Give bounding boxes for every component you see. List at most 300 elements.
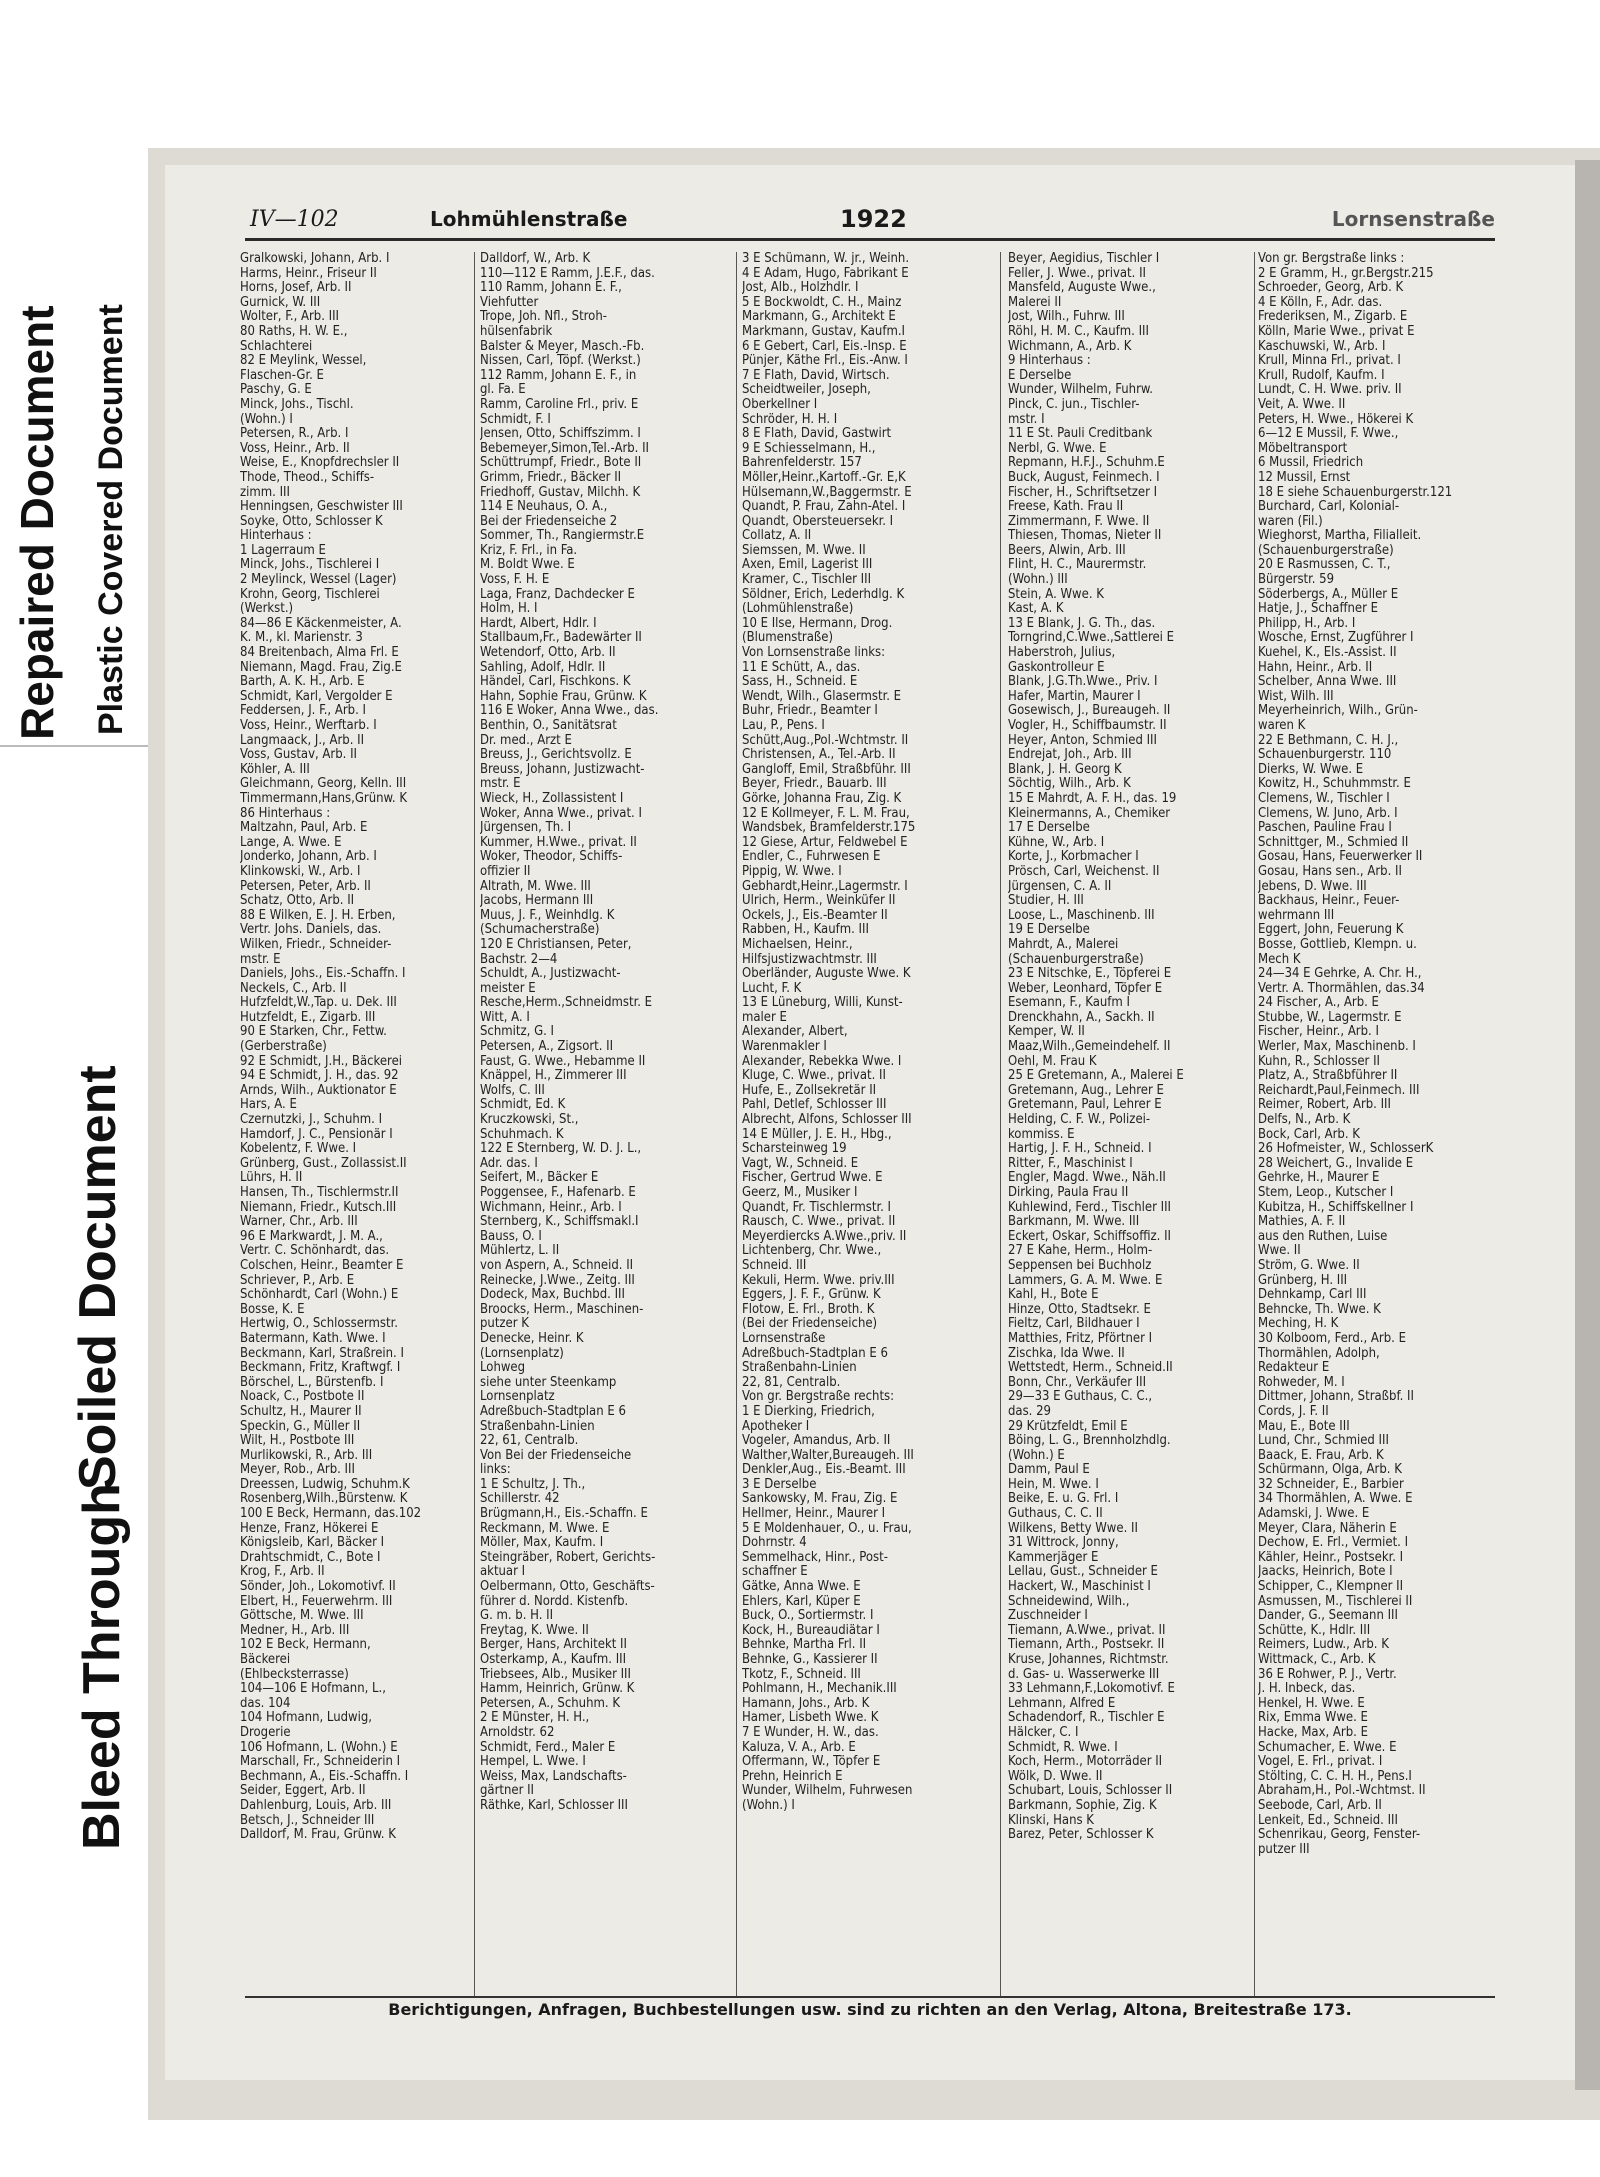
directory-entry: Petersen, A., Schuhm. K	[480, 1696, 621, 1711]
directory-entry: K. M., kl. Marienstr. 3	[240, 631, 363, 646]
directory-entry: Barkmann, M. Wwe. III	[1008, 1215, 1140, 1230]
directory-entry: Dahlenburg, Louis, Arb. III	[240, 1798, 392, 1813]
directory-entry: Händel, Carl, Fischkons. K	[480, 675, 631, 690]
directory-entry: 36 E Rohwer, P. J., Vertr.	[1258, 1667, 1397, 1682]
directory-entry: mstr. E	[480, 777, 521, 792]
directory-entry: Gosewisch, J., Bureaugeh. II	[1008, 704, 1171, 719]
directory-entry: Schmidt, Ed. K	[480, 1098, 566, 1113]
directory-entry: Stubbe, W., Lagermstr. E	[1258, 1010, 1402, 1025]
directory-entry: Albrecht, Alfons, Schlosser III	[742, 1113, 912, 1128]
directory-entry: Rabben, H., Kaufm. III	[742, 923, 869, 938]
directory-entry: Adamski, J. Wwe. E	[1258, 1507, 1370, 1522]
directory-entry: 3 E Derselbe	[742, 1477, 817, 1492]
directory-entry: Görke, Johanna Frau, Zig. K	[742, 791, 902, 806]
directory-entry: 94 E Schmidt, J. H., das. 92	[240, 1069, 399, 1084]
directory-entry: Hacke, Max, Arb. E	[1258, 1725, 1368, 1740]
directory-entry: Hamdorf, J. C., Pensionär I	[240, 1127, 393, 1142]
directory-entry: Schultz, H., Maurer II	[240, 1404, 362, 1419]
directory-entry: Horns, Josef, Arb. II	[240, 281, 352, 296]
directory-entry: Steingräber, Robert, Gerichts-	[480, 1550, 656, 1565]
directory-entry: kommiss. E	[1008, 1127, 1075, 1142]
directory-entry: Altrath, M. Wwe. III	[480, 879, 591, 894]
directory-entry: Stein, A. Wwe. K	[1008, 587, 1104, 602]
directory-entry: Lenkeit, Ed., Schneid. III	[1258, 1813, 1398, 1828]
directory-entry: Betsch, J., Schneider III	[240, 1813, 375, 1828]
directory-entry: Kleinermanns, A., Chemiker	[1008, 806, 1171, 821]
directory-entry: Quandt, Fr. Tischlermstr. I	[742, 1200, 891, 1215]
directory-entry: Denkler,Aug., Eis.-Beamt. III	[742, 1463, 906, 1478]
directory-entry: Christensen, A., Tel.-Arb. II	[742, 748, 896, 763]
directory-entry: 30 Kolboom, Ferd., Arb. E	[1258, 1331, 1406, 1346]
directory-entry: Lange, A. Wwe. E	[240, 835, 342, 850]
directory-entry: Triebsees, Alb., Musiker III	[480, 1667, 631, 1682]
directory-entry: Oberländer, Auguste Wwe. K	[742, 967, 911, 982]
directory-entry: Quandt, Obersteuersekr. I	[742, 514, 894, 529]
directory-entry: Kahl, H., Bote E	[1008, 1288, 1099, 1303]
directory-entry: Krohn, Georg, Tischlerei	[240, 587, 380, 602]
directory-entry: Philipp, H., Arb. I	[1258, 616, 1356, 631]
directory-entry: 4 E Adam, Hugo, Fabrikant E	[742, 266, 909, 281]
directory-entry: Schelber, Anna Wwe. III	[1258, 675, 1397, 690]
directory-entry: 27 E Kahe, Herm., Holm-	[1008, 1244, 1153, 1259]
directory-entry: Freytag, K. Wwe. II	[480, 1623, 589, 1638]
directory-entry: Hufe, E., Zollsekretär II	[742, 1083, 877, 1098]
directory-entry: Kemper, W. II	[1008, 1025, 1085, 1040]
directory-entry: Schuhmach. K	[480, 1127, 564, 1142]
directory-entry: J. H. Inbeck, das.	[1258, 1682, 1356, 1697]
directory-entry: Axen, Emil, Lagerist III	[742, 558, 873, 573]
directory-entry: Wilkens, Betty Wwe. II	[1008, 1521, 1138, 1536]
directory-entry: (Blumenstraße)	[742, 631, 834, 646]
label-bleed-through: Bleed Through	[73, 1483, 131, 1850]
footer-rule	[245, 1996, 1495, 1998]
directory-entry: 110—112 E Ramm, J.E.F., das.	[480, 266, 655, 281]
directory-entry: Schütte, K., Hdlr. III	[1258, 1623, 1371, 1638]
directory-entry: Reinecke, J.Wwe., Zeitg. III	[480, 1273, 635, 1288]
directory-entry: Schmidt, F. I	[480, 412, 551, 427]
directory-entry: Söderbergs, A., Müller E	[1258, 587, 1399, 602]
directory-entry: Gaskontrolleur E	[1008, 660, 1105, 675]
directory-entry: Repmann, H.F.J., Schuhm.E	[1008, 456, 1165, 471]
directory-entry: Krull, Minna Frl., privat. I	[1258, 354, 1401, 369]
directory-entry: 2 Meylinck, Wessel (Lager)	[240, 573, 397, 588]
directory-entry: Kaschuwski, W., Arb. I	[1258, 339, 1386, 354]
directory-entry: Lau, P., Pens. I	[742, 719, 825, 733]
directory-entry: (Ehlbecksterrasse)	[240, 1667, 349, 1682]
directory-entry: putzer K	[480, 1317, 529, 1332]
directory-entry: Frederiksen, M., Zigarb. E	[1258, 310, 1408, 325]
directory-entry: Buck, August, Feinmech. I	[1008, 470, 1160, 485]
directory-entry: Dr. med., Arzt E	[480, 733, 572, 748]
directory-entry: 18 E siehe Schauenburgerstr.121	[1258, 485, 1453, 500]
directory-entry: Göttsche, M. Wwe. III	[240, 1609, 364, 1624]
directory-entry: Von Bei der Friedenseiche	[480, 1448, 632, 1463]
label-separator	[0, 745, 150, 747]
directory-entry: 2 E Gramm, H., gr.Bergstr.215	[1258, 266, 1434, 281]
directory-entry: Freese, Kath. Frau II	[1008, 500, 1124, 515]
directory-entry: Hertwig, O., Schlossermstr.	[240, 1317, 398, 1332]
directory-entry: 32 Schneider, E., Barbier	[1258, 1477, 1404, 1492]
directory-entry: Alexander, Rebekka Wwe. I	[742, 1054, 902, 1069]
directory-entry: Hilfsjustizwachtmstr. III	[742, 952, 877, 967]
directory-entry: Niemann, Magd. Frau, Zig.E	[240, 660, 402, 675]
directory-entry: Kluge, C. Wwe., privat. II	[742, 1069, 886, 1084]
directory-entry: Peters, H. Wwe., Hökerei K	[1258, 412, 1414, 427]
directory-entry: Ritter, F., Maschinist I	[1008, 1156, 1133, 1171]
directory-entry: 1 Lagerraum E	[240, 543, 326, 558]
directory-entry: Clemens, W., Tischler I	[1258, 791, 1390, 806]
directory-entry: Minck, Johs., Tischlerei I	[240, 558, 380, 573]
directory-entry: Apotheker I	[742, 1419, 810, 1434]
directory-entry: Bahrenfelderstr. 157	[742, 456, 862, 471]
directory-entry: Schürmann, Olga, Arb. K	[1258, 1463, 1402, 1478]
directory-entry: Murlikowski, R., Arb. III	[240, 1448, 373, 1463]
directory-entry: Quandt, P. Frau, Zahn-Atel. I	[742, 500, 906, 515]
directory-entry: Broocks, Herm., Maschinen-	[480, 1302, 644, 1317]
directory-entry: Weber, Leonhard, Töpfer E	[1008, 981, 1163, 996]
directory-entry: Hars, A. E	[240, 1098, 297, 1113]
directory-entry: Voss, Gustav, Arb. II	[240, 748, 357, 763]
directory-entry: waren (Fil.)	[1258, 514, 1323, 529]
directory-entry: schaffner E	[742, 1565, 808, 1580]
directory-entry: 4 E Kölln, F., Adr. das.	[1258, 295, 1383, 310]
directory-entry: 14 E Müller, J. E. H., Hbg.,	[742, 1127, 892, 1142]
directory-entry: Benthin, O., Sanitätsrat	[480, 719, 617, 733]
directory-entry: Lornsenplatz	[480, 1390, 555, 1405]
directory-entry: Jost, Alb., Holzhdlr. I	[742, 281, 859, 296]
directory-entry: Rosenberg,Wilh.,Bürstenw. K	[240, 1492, 408, 1507]
directory-entry: Hafer, Martin, Maurer I	[1008, 689, 1141, 704]
directory-entry: Bosse, K. E	[240, 1302, 305, 1317]
directory-entry: Söldner, Erich, Lederhdlg. K	[742, 587, 905, 602]
directory-entry: Lührs, H. II	[240, 1171, 303, 1186]
directory-entry: Wichmann, A., Arb. K	[1008, 339, 1132, 354]
directory-entry: das. 104	[240, 1696, 291, 1711]
street-left: Lohmühlenstraße	[430, 207, 628, 231]
directory-entry: Dreessen, Ludwig, Schuhm.K	[240, 1477, 410, 1492]
directory-entry: Mühlertz, L. II	[480, 1244, 560, 1259]
directory-entry: 1 E Schultz, J. Th.,	[480, 1477, 586, 1492]
directory-entry: Kuehel, K., Els.-Assist. II	[1258, 646, 1397, 661]
directory-entry: Kölln, Marie Wwe., privat E	[1258, 324, 1415, 339]
directory-entry: (Schauenburgerstraße)	[1008, 952, 1144, 967]
directory-entry: Seppensen bei Buchholz	[1008, 1258, 1152, 1273]
directory-entry: Fischer, Heinr., Arb. I	[1258, 1025, 1379, 1040]
directory-entry: Warenmakler I	[742, 1040, 827, 1055]
directory-entry: Oehl, M. Frau K	[1008, 1054, 1097, 1069]
directory-entry: Offermann, W., Töpfer E	[742, 1755, 881, 1770]
directory-entry: Flint, H. C., Maurermstr.	[1008, 558, 1147, 573]
directory-entry: Schroeder, Georg, Arb. K	[1258, 281, 1404, 296]
directory-entry: Vertr. Johs. Daniels, das.	[240, 923, 382, 938]
directory-entry: Schütt,Aug.,Pol.-Wchtmstr. II	[742, 733, 909, 748]
directory-entry: Grimm, Friedr., Bäcker II	[480, 470, 622, 485]
directory-entry: (Werkst.)	[240, 602, 294, 617]
directory-entry: Scheidtweiler, Joseph,	[742, 383, 871, 398]
directory-entry: Hutzfeldt, E., Zigarb. III	[240, 1010, 376, 1025]
directory-entry: Feller, J. Wwe., privat. II	[1008, 266, 1146, 281]
directory-entry: Bosse, Gottlieb, Klempn. u.	[1258, 937, 1417, 952]
directory-entry: mstr. E	[240, 952, 281, 967]
directory-entry: Räthke, Karl, Schlosser III	[480, 1798, 628, 1813]
directory-entry: Hartig, J. F. H., Schneid. I	[1008, 1142, 1152, 1157]
directory-entry: Gleichmann, Georg, Kelln. III	[240, 777, 407, 792]
directory-entry: (Lornsenplatz)	[480, 1346, 564, 1361]
directory-entry: 9 Hinterhaus :	[1008, 354, 1091, 369]
directory-entry: Mau, E., Bote III	[1258, 1419, 1350, 1434]
directory-entry: links:	[480, 1463, 511, 1478]
directory-entry: Beyer, Aegidius, Tischler I	[1008, 252, 1160, 266]
directory-entry: 96 E Markwardt, J. M. A.,	[240, 1229, 383, 1244]
directory-entry: Paschy, G. E	[240, 383, 312, 398]
column-divider	[1000, 252, 1001, 1997]
directory-entry: Vogler, H., Schiffbaumstr. II	[1008, 719, 1167, 733]
directory-entry: 90 E Starken, Chr., Fettw.	[240, 1025, 387, 1040]
directory-entry: Wunder, Wilhelm, Fuhrwesen	[742, 1784, 913, 1799]
directory-entry: Königsleib, Karl, Bäcker I	[240, 1536, 385, 1551]
directory-entry: Daniels, Johs., Eis.-Schaffn. I	[240, 967, 406, 982]
directory-entry: Adreßbuch-Stadtplan E 6	[480, 1404, 626, 1419]
directory-entry: Wetendorf, Otto, Arb. II	[480, 646, 616, 661]
directory-entry: Loose, L., Maschinenb. III	[1008, 908, 1155, 923]
directory-entry: Pohlmann, H., Mechanik.III	[742, 1682, 897, 1697]
directory-entry: siehe unter Steenkamp	[480, 1375, 617, 1390]
directory-entry: Czernutzki, J., Schuhm. I	[240, 1113, 383, 1128]
directory-entry: Hellmer, Heinr., Maurer I	[742, 1507, 886, 1522]
directory-entry: Jacobs, Hermann III	[480, 894, 594, 909]
directory-entry: 86 Hinterhaus :	[240, 806, 331, 821]
directory-entry: Dierks, W. Wwe. E	[1258, 762, 1364, 777]
directory-entry: Thormählen, Adolph,	[1258, 1346, 1380, 1361]
directory-entry: (Gerberstraße)	[240, 1040, 327, 1055]
directory-entry: Vogeler, Amandus, Arb. II	[742, 1434, 891, 1449]
column-4	[1008, 252, 1253, 1997]
directory-entry: Neckels, C., Arb. II	[240, 981, 347, 996]
directory-entry: Kummer, H.Wwe., privat. II	[480, 835, 637, 850]
directory-entry: Kock, H., Bureaudiätar I	[742, 1623, 880, 1638]
year: 1922	[840, 205, 907, 233]
directory-entry: 11 E St. Pauli Creditbank	[1008, 427, 1153, 442]
directory-entry: Timmermann,Hans,Grünw. K	[240, 791, 408, 806]
directory-entry: Marschall, Fr., Schneiderin I	[240, 1755, 401, 1770]
directory-entry: Flotow, E. Frl., Broth. K	[742, 1302, 875, 1317]
directory-entry: Kuhlewind, Ferd., Tischler III	[1008, 1200, 1171, 1215]
directory-entry: Gätke, Anna Wwe. E	[742, 1580, 861, 1595]
directory-entry: das. 29	[1008, 1404, 1051, 1419]
directory-entry: Breuss, Johann, Justizwacht-	[480, 762, 645, 777]
directory-entry: Hamer, Lisbeth Wwe. K	[742, 1711, 879, 1726]
directory-entry: Delfs, N., Arb. K	[1258, 1113, 1351, 1128]
directory-entry: Petersen, R., Arb. I	[240, 427, 349, 442]
directory-entry: Prehn, Heinrich E	[742, 1769, 843, 1784]
directory-entry: 22 E Bethmann, C. H. J.,	[1258, 733, 1399, 748]
directory-entry: Beyer, Friedr., Bauarb. III	[742, 777, 887, 792]
directory-entry: Jonderko, Johann, Arb. I	[240, 850, 377, 865]
label-soiled: Soiled Document	[69, 1065, 127, 1490]
page-number: IV—102	[250, 207, 339, 232]
label-strip	[0, 0, 150, 1950]
directory-entry: wehrmann III	[1258, 908, 1335, 923]
directory-entry: Böing, L. G., Brennholzhdlg.	[1008, 1434, 1171, 1449]
directory-entry: Schröder, H. H. I	[742, 412, 838, 427]
directory-entry: Schmidt, Karl, Vergolder E	[240, 689, 393, 704]
directory-entry: Niemann, Friedr., Kutsch.III	[240, 1200, 397, 1215]
directory-entry: Weiss, Max, Landschafts-	[480, 1769, 627, 1784]
directory-entry: Balster & Meyer, Masch.-Fb.	[480, 339, 645, 354]
directory-entry: Bei der Friedenseiche 2	[480, 514, 618, 529]
directory-entry: Kähler, Heinr., Postsekr. I	[1258, 1550, 1404, 1565]
directory-entry: Pahl, Detlef, Schlosser III	[742, 1098, 887, 1113]
directory-entry: Schnittger, M., Schmied II	[1258, 835, 1409, 850]
directory-entry: Pinck, C. jun., Tischler-	[1008, 397, 1140, 412]
directory-entry: Denecke, Heinr. K	[480, 1331, 584, 1346]
directory-entry: Flaschen-Gr. E	[240, 368, 324, 383]
directory-entry: Hansen, Th., Tischlermstr.II	[240, 1186, 399, 1200]
directory-entry: Scharsteinweg 19	[742, 1142, 847, 1157]
directory-entry: (Schauenburgerstraße)	[1258, 543, 1394, 558]
directory-entry: Gretemann, Aug., Lehrer E	[1008, 1083, 1164, 1098]
directory-entry: Kaluza, V. A., Arb. E	[742, 1740, 856, 1755]
directory-entry: Kekuli, Herm. Wwe. priv.III	[742, 1273, 895, 1288]
directory-entry: Damm, Paul E	[1008, 1463, 1090, 1478]
directory-entry: Esemann, F., Kaufm I	[1008, 996, 1130, 1011]
directory-entry: 82 E Meylink, Wessel,	[240, 354, 367, 369]
directory-entry: Wolter, F., Arb. III	[240, 310, 339, 325]
directory-entry: Meyer, Rob., Arb. III	[240, 1463, 355, 1478]
column-5	[1258, 252, 1503, 1997]
directory-entry: Wilken, Friedr., Schneider-	[240, 937, 392, 952]
directory-entry: Zimmermann, F. Wwe. II	[1008, 514, 1150, 529]
directory-entry: Arnds, Wilh., Auktionator E	[240, 1083, 397, 1098]
directory-entry: Barth, A. K. H., Arb. E	[240, 675, 365, 690]
directory-entry: Dechow, E. Frl., Vermiet. I	[1258, 1536, 1409, 1551]
directory-entry: Collatz, A. II	[742, 529, 812, 544]
directory-entry: 7 E Wunder, H. W., das.	[742, 1725, 879, 1740]
directory-entry: aus den Ruthen, Luise	[1258, 1229, 1388, 1244]
directory-entry: 100 E Beck, Hermann, das.102	[240, 1507, 422, 1522]
directory-entry: Lornsenstraße	[742, 1331, 826, 1346]
directory-entry: Osterkamp, A., Kaufm. III	[480, 1653, 627, 1667]
directory-entry: Reichardt,Paul,Feinmech. III	[1258, 1083, 1420, 1098]
column-divider	[736, 252, 737, 1997]
directory-entry: Meyer, Clara, Näherin E	[1258, 1521, 1397, 1536]
directory-entry: Mansfeld, Auguste Wwe.,	[1008, 281, 1156, 296]
directory-entry: Weise, E., Knopfdrechsler II	[240, 456, 400, 471]
directory-entry: Lichtenberg, Chr. Wwe.,	[742, 1244, 882, 1259]
directory-entry: Soyke, Otto, Schlosser K	[240, 514, 383, 529]
directory-entry: Behnke, G., Kassierer II	[742, 1653, 878, 1667]
directory-entry: Dalldorf, M. Frau, Grünw. K	[240, 1828, 396, 1843]
directory-entry: Heyer, Anton, Schmied III	[1008, 733, 1157, 748]
directory-entry: Harms, Heinr., Friseur II	[240, 266, 377, 281]
directory-entry: führer d. Nordd. Kistenfb.	[480, 1594, 629, 1609]
directory-entry: gärtner II	[480, 1784, 535, 1799]
directory-entry: 15 E Mahrdt, A. F. H., das. 19	[1008, 791, 1177, 806]
directory-entry: Witt, A. I	[480, 1010, 530, 1025]
directory-entry: Barez, Peter, Schlosser K	[1008, 1828, 1154, 1843]
directory-entry: Petersen, A., Zigsort. II	[480, 1040, 614, 1055]
directory-entry: 6—12 E Mussil, F. Wwe.,	[1258, 427, 1399, 442]
directory-entry: 104—106 E Hofmann, L.,	[240, 1682, 386, 1697]
directory-entry: Haberstroh, Julius,	[1008, 646, 1116, 661]
directory-entry: Von Lornsenstraße links:	[742, 646, 886, 661]
directory-entry: (Wohn.) E	[1008, 1448, 1065, 1463]
directory-entry: 22, 61, Centralb.	[480, 1434, 579, 1449]
directory-entry: Geerz, M., Musiker I	[742, 1186, 858, 1200]
column-2	[480, 252, 730, 1997]
directory-entry: Eggers, J. F. F., Grünw. K	[742, 1288, 881, 1303]
directory-entry: Möller,Heinr.,Kartoff.-Gr. E,K	[742, 470, 906, 485]
directory-entry: Schüttrumpf, Friedr., Bote II	[480, 456, 642, 471]
directory-entry: Krull, Rudolf, Kaufm. I	[1258, 368, 1385, 383]
directory-entry: Colschen, Heinr., Beamter E	[240, 1258, 404, 1273]
directory-entry: Platz, A., Straßbführer II	[1258, 1069, 1398, 1084]
directory-entry: von Aspern, A., Schneid. II	[480, 1258, 634, 1273]
directory-entry: Straßenbahn-Linien	[480, 1419, 595, 1434]
directory-entry: Kowitz, H., Schuhmmstr. E	[1258, 777, 1411, 792]
directory-entry: 12 Giese, Artur, Feldwebel E	[742, 835, 908, 850]
directory-entry: 84 Breitenbach, Alma Frl. E	[240, 646, 399, 661]
directory-entry: Ehlers, Karl, Küper E	[742, 1594, 861, 1609]
directory-entry: Hälcker, C. I	[1008, 1725, 1079, 1740]
directory-entry: 29—33 E Guthaus, C. C.,	[1008, 1390, 1153, 1405]
directory-entry: Rohweder, M. I	[1258, 1375, 1345, 1390]
directory-entry: Medner, H., Arb. III	[240, 1623, 350, 1638]
directory-entry: Werler, Max, Maschinenb. I	[1258, 1040, 1416, 1055]
directory-entry: Fischer, H., Schriftsetzer I	[1008, 485, 1158, 500]
directory-entry: 120 E Christiansen, Peter,	[480, 937, 632, 952]
directory-entry: Schneid. III	[742, 1258, 807, 1273]
directory-entry: 20 E Rasmussen, C. T.,	[1258, 558, 1391, 573]
directory-entry: Rix, Emma Wwe. E	[1258, 1711, 1368, 1726]
directory-entry: 106 Hofmann, L. (Wohn.) E	[240, 1740, 398, 1755]
directory-entry: Kruse, Johannes, Richtmstr.	[1008, 1653, 1169, 1667]
directory-entry: Helding, C. F. W., Polizei-	[1008, 1113, 1151, 1128]
directory-entry: Wolfs, C. III	[480, 1083, 545, 1098]
directory-entry: Alexander, Albert,	[742, 1025, 848, 1040]
directory-entry: Maaz,Wilh.,Gemeindehelf. II	[1008, 1040, 1171, 1055]
directory-entry: Straßenbahn-Linien	[742, 1361, 857, 1376]
directory-entry: Woker, Theodor, Schiffs-	[480, 850, 623, 865]
directory-entry: 24 Fischer, A., Arb. E	[1258, 996, 1379, 1011]
directory-entry: Dodeck, Max, Buchbd. III	[480, 1288, 625, 1303]
directory-entry: Kriz, F. Frl., in Fa.	[480, 543, 578, 558]
directory-entry: E Derselbe	[1008, 368, 1072, 383]
directory-entry: Klinkowski, W., Arb. I	[240, 864, 361, 879]
directory-entry: Siemssen, M. Wwe. II	[742, 543, 866, 558]
directory-entry: Paschen, Pauline Frau I	[1258, 821, 1392, 836]
directory-entry: Möller, Max, Kaufm. I	[480, 1536, 604, 1551]
directory-entry: 9 E Schiesselmann, H.,	[742, 441, 876, 456]
directory-entry: 6 Mussil, Friedrich	[1258, 456, 1364, 471]
directory-entry: Kruczkowski, St.,	[480, 1113, 579, 1128]
directory-entry: Resche,Herm.,Schneidmstr. E	[480, 996, 653, 1011]
directory-entry: Dohrnstr. 4	[742, 1536, 807, 1551]
directory-entry: 5 E Bockwoldt, C. H., Mainz	[742, 295, 902, 310]
directory-entry: Behncke, Th. Wwe. K	[1258, 1302, 1381, 1317]
directory-entry: Hahn, Heinr., Arb. II	[1258, 660, 1373, 675]
directory-entry: Gurnick, W. III	[240, 295, 321, 310]
directory-entry: Ström, G. Wwe. II	[1258, 1258, 1360, 1273]
directory-entry: Schneidewind, Wilh.,	[1008, 1594, 1130, 1609]
directory-entry: Prösch, Carl, Weichenst. II	[1008, 864, 1160, 879]
directory-entry: Wölk, D. Wwe. II	[1008, 1769, 1103, 1784]
directory-entry: 7 E Flath, David, Wirtsch.	[742, 368, 890, 383]
directory-entry: Von gr. Bergstraße links :	[1258, 252, 1405, 266]
directory-entry: G. m. b. H. II	[480, 1609, 554, 1624]
directory-entry: Bäckerei	[240, 1653, 291, 1667]
directory-entry: Guthaus, C. C. II	[1008, 1507, 1103, 1522]
